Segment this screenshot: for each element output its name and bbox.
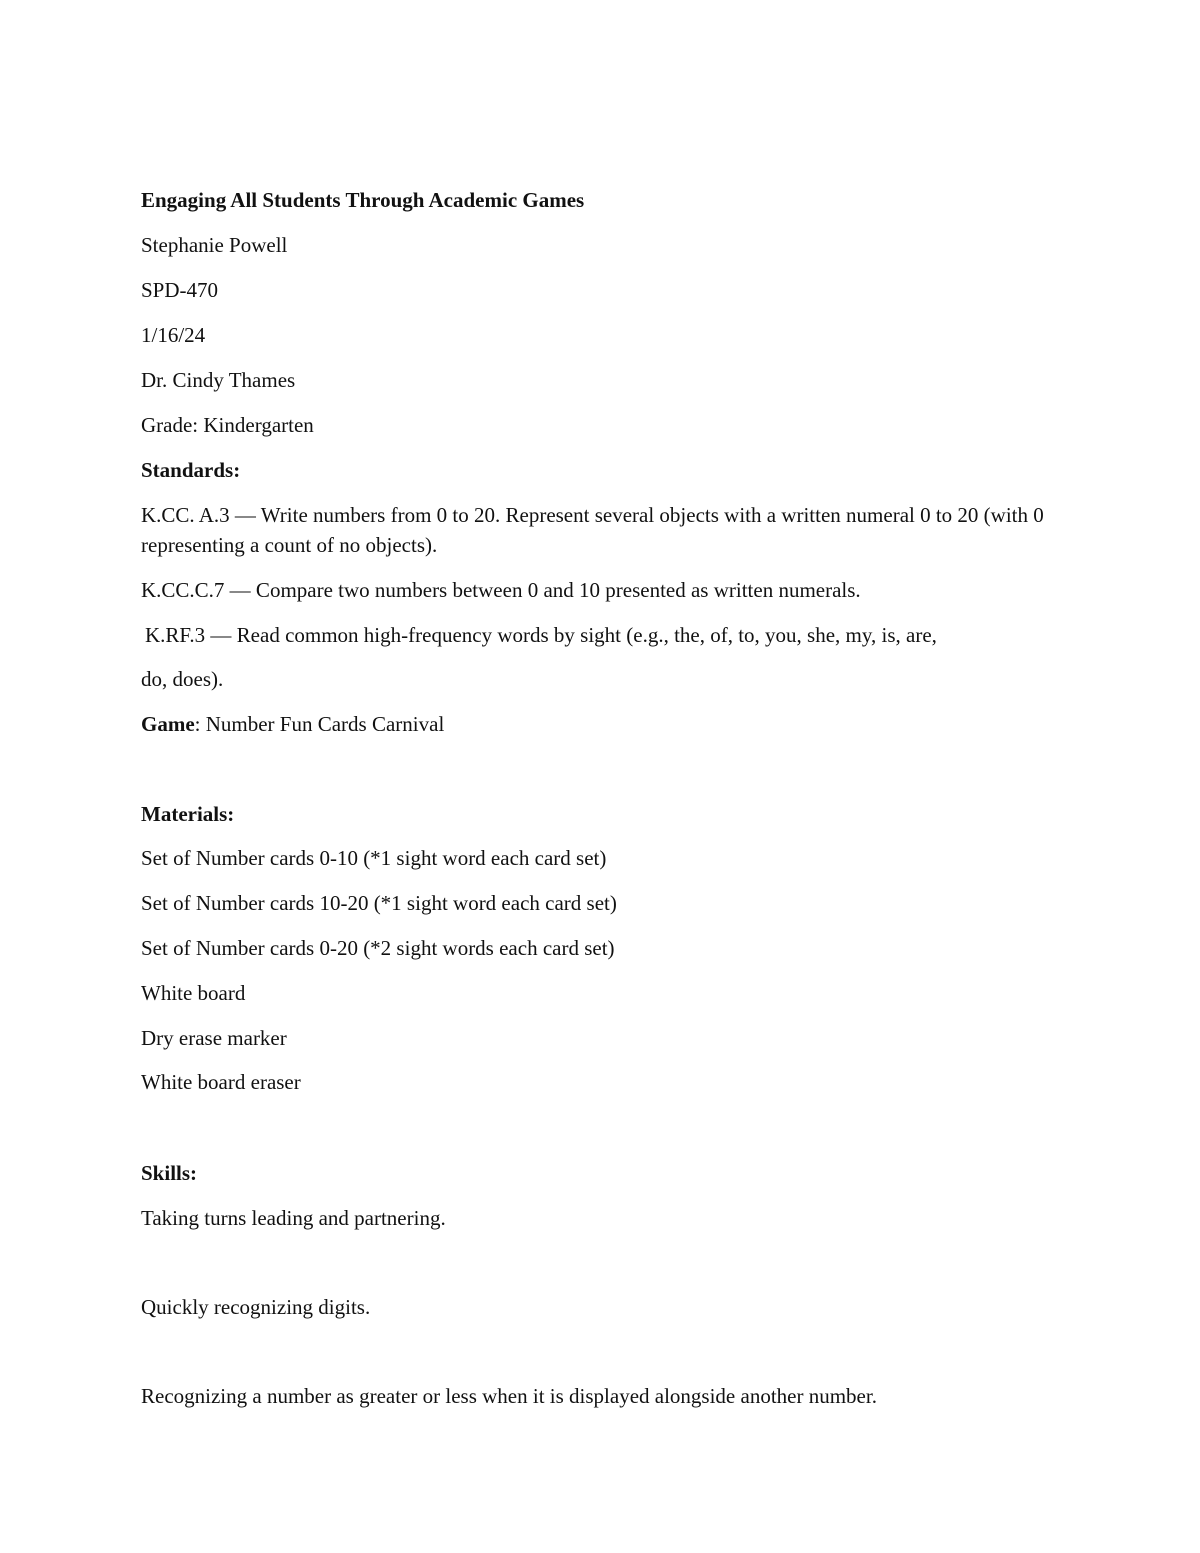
- material-item: Set of Number cards 10-20 (*1 sight word each card set): [141, 891, 617, 915]
- grade-level: Grade: Kindergarten: [141, 413, 314, 437]
- document-title: Engaging All Students Through Academic Games: [141, 188, 585, 212]
- material-item: Dry erase marker: [141, 1026, 287, 1050]
- standard-item: K.CC.C.7 — Compare two numbers between 0 and 10 presented as written numerals.: [141, 578, 861, 602]
- standards-heading: Standards:: [141, 458, 241, 482]
- game-line: [141, 709, 444, 739]
- standard-item-continuation: do, does).: [141, 667, 224, 691]
- material-item: White board: [141, 981, 246, 1005]
- author-name: Stephanie Powell: [141, 233, 288, 257]
- material-item: Set of Number cards 0-20 (*2 sight words each card set): [141, 936, 615, 960]
- game-name: : Number Fun Cards Carnival: [194, 712, 445, 736]
- game-label: Game: [141, 712, 195, 736]
- materials-heading: Materials:: [141, 802, 235, 826]
- skill-item: Recognizing a number as greater or less when it is displayed alongside another number.: [141, 1384, 877, 1408]
- document-date: 1/16/24: [141, 323, 206, 347]
- skill-item: Quickly recognizing digits.: [141, 1295, 371, 1319]
- standard-item: K.CC. A.3 — Write numbers from 0 to 20. Represent several objects with a written numeral 0 to 20 (with 0 representing a count of no objects).: [141, 503, 1044, 557]
- standard-item: K.RF.3 — Read common high-frequency words by sight (e.g., the, of, to, you, she, my, is, are,: [145, 623, 937, 647]
- course-code: SPD-470: [141, 278, 219, 302]
- material-item: White board eraser: [141, 1070, 301, 1094]
- material-item: Set of Number cards 0-10 (*1 sight word each card set): [141, 846, 607, 870]
- skill-item: Taking turns leading and partnering.: [141, 1206, 446, 1230]
- instructor-name: Dr. Cindy Thames: [141, 368, 296, 392]
- skills-heading: Skills:: [141, 1161, 198, 1185]
